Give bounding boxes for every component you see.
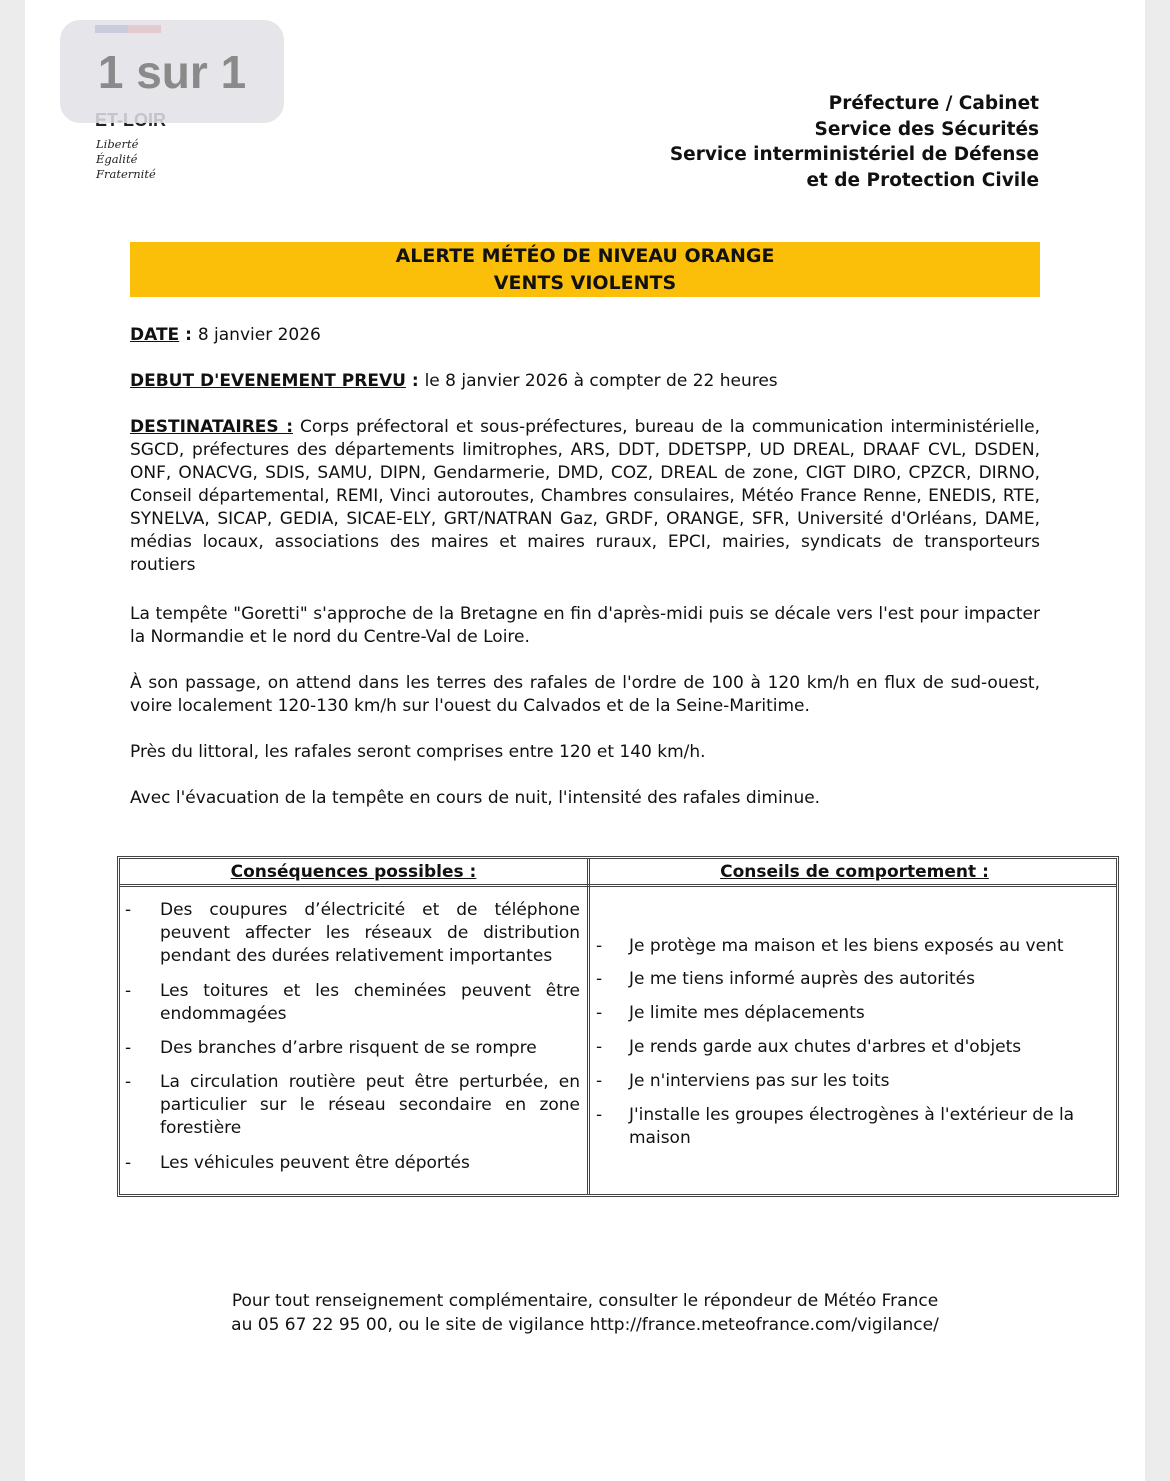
date-value: 8 janvier 2026 (197, 325, 321, 345)
advice-item: Je protège ma maison et les biens exposés au vent (629, 936, 1064, 956)
bullet-dash: - (596, 1003, 603, 1023)
recipients-value: Corps préfectoral et sous-préfectures, bureau de la communication interministérielle, SGCD, préfectures des départements limitrophes, ARS, DDT, DDETSPP, UD DREAL, DRAAF CVL, DSDEN, ONF, ONACVG, SDIS, SAMU, DIPN, Gendarmerie, DMD, COZ, DREAL de zone, CIGT DIRO, CPZCR, DIRNO, Conseil départemental, REMI, Vinci autoroutes, Chambres consulaires, Météo France Renne, ENEDIS, RTE, SYNELVA, SICAP, GEDIA, SICAE-ELY, GRT/NATRAN Gaz, GRDF, ORANGE, SFR, Université d'Orléans, DAME, médias locaux, associations des maires et maires ruraux, EPCI, mairies, syndicats de transporteurs routiers (130, 417, 1040, 575)
consequences-advice-table (117, 856, 1119, 1197)
consequences-header: Conséquences possibles : (230, 862, 477, 882)
advice-item: Je n'interviens pas sur les toits (629, 1071, 890, 1091)
alert-banner (130, 242, 1040, 297)
body-paragraph: La tempête "Goretti" s'approche de la Bretagne en fin d'après-midi puis se décale vers l'est pour impacter la Normandie et le nord du Centre-Val de Loire. (130, 604, 1040, 647)
advice-item: Je me tiens informé auprès des autorités (629, 969, 975, 989)
body-paragraph: Avec l'évacuation de la tempête en cours de nuit, l'intensité des rafales diminue. (130, 788, 821, 808)
start-field (130, 370, 1040, 393)
body-paragraph: Près du littoral, les rafales seront comprises entre 120 et 140 km/h. (130, 742, 706, 762)
issuer-line: Service interministériel de Défense (669, 144, 1039, 165)
bullet-dash: - (596, 1037, 603, 1057)
advice-item: Je rends garde aux chutes d'arbres et d'objets (629, 1037, 1022, 1057)
issuer-line: et de Protection Civile (806, 169, 1039, 191)
footer-line: Pour tout renseignement complémentaire, consulter le répondeur de Météo France (231, 1291, 939, 1311)
bullet-dash: - (125, 1153, 132, 1173)
motto-line: Liberté (96, 137, 139, 151)
alert-title: ALERTE MÉTÉO DE NIVEAU ORANGE (395, 245, 775, 267)
start-label: DEBUT D'EVENEMENT PREVU (130, 371, 406, 391)
consequence-item: Des coupures d’électricité et de téléphone peuvent affecter les réseaux de distribution pendant des durées relativement importantes (160, 900, 580, 966)
republic-motto (96, 137, 156, 182)
issuer-block (670, 91, 1039, 193)
advice-item: J'installe les groupes électrogènes à l'extérieur de la maison (629, 1105, 1075, 1148)
date-separator: : (179, 325, 198, 345)
date-field (130, 324, 1040, 347)
motto-line: Égalité (96, 152, 138, 166)
footer-line[interactable]: au 05 67 22 95 00, ou le site de vigilance http://france.meteofrance.com/vigilance/ (231, 1314, 939, 1335)
consequence-item: Les toitures et les cheminées peuvent être endommagées (160, 981, 580, 1024)
recipients-field (130, 416, 1040, 577)
consequence-item: Les véhicules peuvent être déportés (160, 1153, 470, 1173)
bullet-dash: - (596, 936, 603, 956)
bullet-dash: - (596, 1105, 603, 1125)
footer-note (130, 1290, 1040, 1337)
bullet-dash: - (125, 900, 132, 920)
issuer-line: Service des Sécurités (814, 118, 1039, 140)
recipients-label: DESTINATAIRES : (130, 417, 294, 437)
header-divider (120, 884, 1116, 887)
bullet-dash: - (125, 981, 132, 1001)
consequence-item: La circulation routière peut être perturbée, en particulier sur le réseau secondaire en zone forestière (160, 1072, 580, 1138)
bullet-dash: - (596, 969, 603, 989)
date-label: DATE (130, 325, 180, 345)
bullet-dash: - (125, 1072, 132, 1092)
advice-item: Je limite mes déplacements (629, 1003, 865, 1023)
issuer-line: Préfecture / Cabinet (828, 93, 1039, 114)
alert-subtitle: VENTS VIOLENTS (493, 272, 677, 294)
consequence-item: Des branches d’arbre risquent de se rompre (160, 1038, 537, 1058)
start-separator: : (405, 371, 425, 391)
column-divider (587, 859, 590, 1194)
body-paragraph: À son passage, on attend dans les terres des rafales de l'ordre de 100 à 120 km/h en flux de sud-ouest, voire localement 120-130 km/h sur l'ouest du Calvados et de la Seine-Maritime. (130, 673, 1040, 716)
bullet-dash: - (596, 1071, 603, 1091)
bullet-dash: - (125, 1038, 132, 1058)
advice-header: Conseils de comportement : (720, 862, 989, 882)
start-value: le 8 janvier 2026 à compter de 22 heures (424, 371, 778, 391)
motto-line: Fraternité (96, 167, 156, 181)
page-indicator: 1 sur 1 (60, 20, 284, 123)
